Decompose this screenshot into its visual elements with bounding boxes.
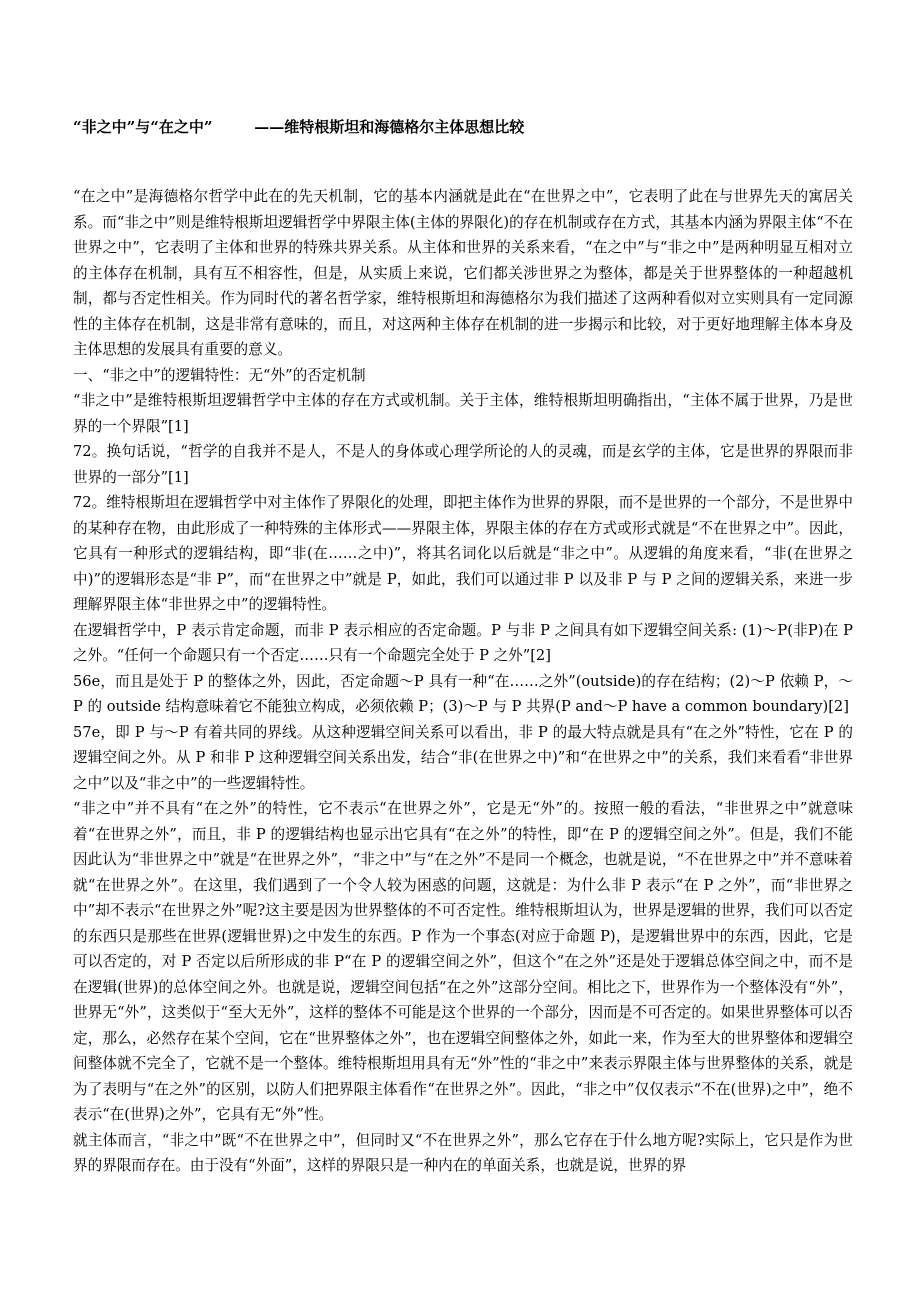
body-paragraph: 56e，而且是处于 P 的整体之外，因此，否定命题～P 具有一种“在……之外”(outside)的存在结构；(2)～P 依赖 P，～P 的 outside 结构意味着它不能独立构成，必须依赖 P；(3)～P 与 P 共界(P and～P have a common boundary)[2]: [73, 672, 853, 715]
section-heading: 一、“非之中”的逻辑特性：无“外”的否定机制: [73, 366, 366, 384]
body-paragraph: “非之中”是维特根斯坦逻辑哲学中主体的存在方式或机制。关于主体，维特根斯坦明确指出，“主体不属于世界，乃是世界的一个界限”[1]: [73, 392, 853, 435]
document-title-line: [73, 114, 853, 140]
document-body: [73, 184, 853, 1179]
main-title: “非之中”与“在之中”: [73, 118, 213, 136]
body-paragraph: 在逻辑哲学中，P 表示肯定命题，而非 P 表示相应的否定命题。P 与非 P 之间具有如下逻辑空间关系: (1)～P(非P)在 P 之外。“任何一个命题只有一个否定……只有一个命题完全处于 P 之外”[2]: [73, 621, 853, 664]
body-paragraph: 72。维特根斯坦在逻辑哲学中对主体作了界限化的处理，即把主体作为世界的界限，而不是世界的一个部分，不是世界中的某种存在物，由此形成了一种特殊的主体形式——界限主体，界限主体的存在方式或形式就是“不在世界之中”。因此，它具有一种形式的逻辑结构，即“非(在……之中)”，将其名词化以后就是“非之中”。从逻辑的角度来看，“非(在世界之中)”的逻辑形态是“非 P”，而“在世界之中”就是 P，如此，我们可以通过非 P 以及非 P 与 P 之间的逻辑关系，来进一步理解界限主体“非世界之中”的逻辑特性。: [73, 494, 853, 613]
body-paragraph: 就主体而言，“非之中”既“不在世界之中”，但同时又“不在世界之外”，那么它存在于什么地方呢?实际上，它只是作为世界的界限而存在。由于没有“外面”，这样的界限只是一种内在的单面关系，也就是说，世界的界: [73, 1131, 853, 1174]
subtitle: ——维特根斯坦和海德格尔主体思想比较: [254, 118, 525, 136]
body-paragraph: 72。换句话说，“哲学的自我并不是人，不是人的身体或心理学所论的人的灵魂，而是玄学的主体，它是世界的界限而非世界的一部分”[1]: [73, 443, 853, 486]
intro-paragraph: “在之中”是海德格尔哲学中此在的先天机制，它的基本内涵就是此在“在世界之中”，它表明了此在与世界先天的寓居关系。而“非之中”则是维特根斯坦逻辑哲学中界限主体(主体的界限化)的存在机制或存在方式，其基本内涵为界限主体“不在世界之中”，它表明了主体和世界的特殊共界关系。从主体和世界的关系来看，“在之中”与“非之中”是两种明显互相对立的主体存在机制，具有互不相容性，但是，从实质上来说，它们都关涉世界之为整体，都是关于世界整体的一种超越机制，都与否定性相关。作为同时代的著名哲学家，维特根斯坦和海德格尔为我们描述了这两种看似对立实则具有一定同源性的主体存在机制，这是非常有意味的，而且，对这两种主体存在机制的进一步揭示和比较，对于更好地理解主体本身及主体思想的发展具有重要的意义。: [73, 188, 853, 358]
body-paragraph: 57e，即 P 与～P 有着共同的界线。从这种逻辑空间关系可以看出，非 P 的最大特点就是具有“在之外”特性，它在 P 的逻辑空间之外。从 P 和非 P 这种逻辑空间关系出发，结合“非(在世界之中)”和“在世界之中”的关系，我们来看看“非世界之中”以及“非之中”的一些逻辑特性。: [73, 723, 853, 792]
body-paragraph: “非之中”并不具有“在之外”的特性，它不表示“在世界之外”，它是无“外”的。按照一般的看法，“非世界之中”就意味着“在世界之外”，而且，非 P 的逻辑结构也显示出它具有“在之外”的特性，即“在 P 的逻辑空间之外”。但是，我们不能因此认为“非世界之中”就是“在世界之外”，“非之中”与“在之外”不是同一个概念，也就是说，“不在世界之中”并不意味着就“在世界之外”。在这里，我们遇到了一个令人较为困惑的问题，这就是：为什么非 P 表示“在 P 之外”，而“非世界之中”却不表示“在世界之外”呢?这主要是因为世界整体的不可否定性。维特根斯坦认为，世界是逻辑的世界，我们可以否定的东西只是那些在世界(逻辑世界)之中发生的东西。P 作为一个事态(对应于命题 P)，是逻辑世界中的东西，因此，它是可以否定的，对 P 否定以后所形成的非 P“在 P 的逻辑空间之外”，但这个“在之外”还是处于逻辑总体空间之中，而不是在逻辑(世界)的总体空间之外。也就是说，逻辑空间包括“在之外”这部分空间。相比之下，世界作为一个整体没有“外”，世界无“外”，这类似于“至大无外”，这样的整体不可能是这个世界的一个部分，因而是不可否定的。如果世界整体可以否定，那么，必然存在某个空间，它在“世界整体之外”，也在逻辑空间整体之外，如此一来，作为至大的世界整体和逻辑空间整体就不完全了，它就不是一个整体。维特根斯坦用具有无“外”性的“非之中”来表示界限主体与世界整体的关系，就是为了表明与“在之外”的区别，以防人们把界限主体看作“在世界之外”。因此，“非之中”仅仅表示“不在(世界)之中”，绝不表示“在(世界)之外”，它具有无“外”性。: [73, 800, 853, 1123]
